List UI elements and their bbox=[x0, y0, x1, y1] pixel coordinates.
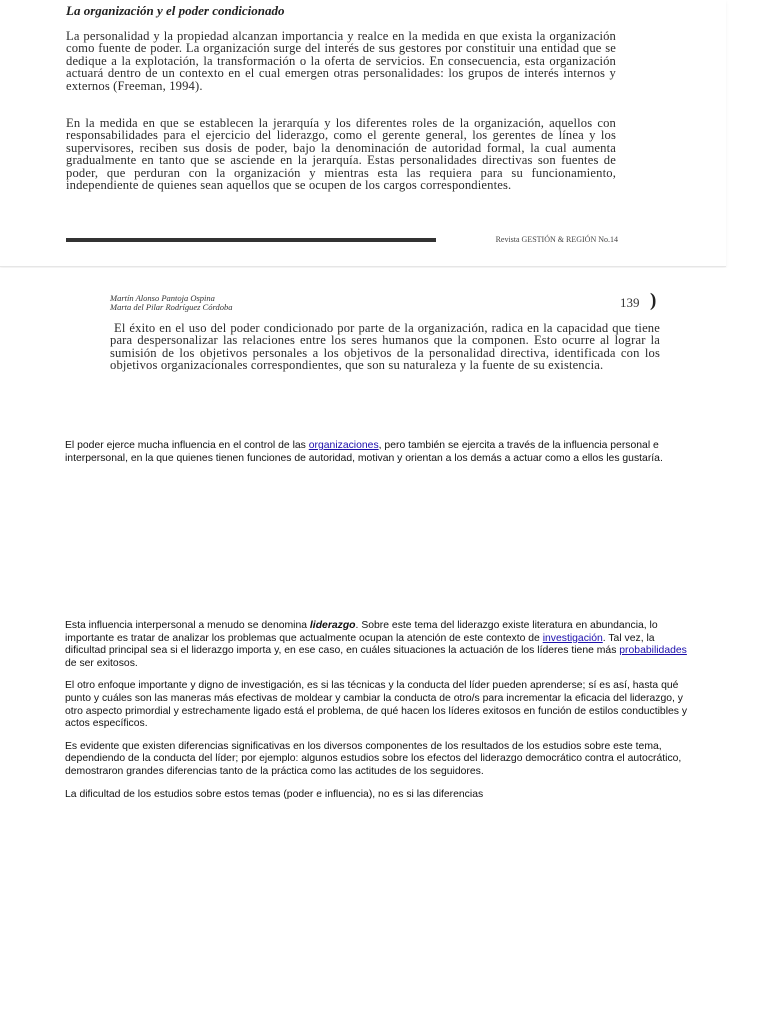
author-name: Marta del Pilar Rodríguez Córdoba bbox=[110, 302, 233, 312]
author-name: Martín Alonso Pantoja Ospina bbox=[110, 293, 215, 303]
link-probabilidades[interactable]: probabilidades bbox=[619, 645, 687, 657]
body-text-block bbox=[65, 620, 697, 811]
journal-footer: Revista GESTIÓN & REGIÓN No.14 bbox=[495, 235, 618, 244]
page-number: 139 bbox=[620, 295, 640, 310]
text: El poder ejerce mucha influencia en el control de las bbox=[65, 440, 309, 451]
body-paragraph-4: Es evidente que existen diferencias significativas en los diversos componentes de los resultados de los estudios sobre este tema, dependiendo de la conducta del líder; por ejemplo: algunos estudios sobre los efectos del liderazgo democrático contra el autocrático, demostraron grandes diferencias tanto de la práctica como las actitudes de los seguidores. bbox=[65, 740, 682, 777]
text: de ser exitosos. bbox=[65, 657, 138, 669]
authors-header bbox=[110, 294, 232, 312]
scan-paragraph-3: El éxito en el uso del poder condicionado por parte de la organización, radica en la capacidad que tiene para despersonalizar las relaciones entre los seres humanos que la componen. Esto ocurre al lograr la sumisión de los objetivos personales a los objetivos de la personalidad directiva, identificada con los objetivos organizacionales correspondientes, que son su naturaleza y la fuente de su existencia. bbox=[110, 321, 660, 373]
scanned-page-top bbox=[0, 0, 726, 267]
emphasis-liderazgo: liderazgo bbox=[309, 620, 356, 631]
page-number-bracket: ) bbox=[650, 290, 657, 311]
link-organizaciones[interactable]: organizaciones bbox=[308, 440, 379, 451]
scan-paragraph-1: La personalidad y la propiedad alcanzan importancia y realce en la medida en que exista la organización como fuente de poder. La organización surge del interés de sus gestores por constituir una entidad que se dedique a la explotación, la transformación o la oferta de servicios. En consecuencia, esta organización actuará dentro de un contexto en el cual emergen otras personalidades: los grupos de interés internos y externos (Freeman, 1994). bbox=[66, 29, 616, 93]
scan-paragraph-2: En la medida en que se establecen la jerarquía y los diferentes roles de la organización, aquellos con responsabilidades para el ejercicio del liderazgo, como el gerente general, los gerentes de línea y los supervisores, reciben sus dosis de poder, bajo la denominación de autoridad formal, la cual aumenta gradualmente en tanto que se asciende en la jerarquía. Estas personalidades directivas son fuentes de poder, que perduran con la organización y mientras esta las requiera para su funcionamiento, independiente de quienes sean aquellos que se ocupen de los cargos correspondientes. bbox=[66, 116, 616, 193]
scanned-page-middle bbox=[0, 268, 768, 418]
text: , pero también se ejercita a través de la influencia personal e interpersonal, en la que quienes tienen funciones de autoridad, motivan y orientan a los demás a actuar como a ellos les gustaría. bbox=[65, 440, 663, 464]
body-paragraph-1 bbox=[65, 440, 697, 465]
body-paragraph-3: El otro enfoque importante y digno de investigación, es si las técnicas y la conducta del líder pueden aprenderse; sí es así, hasta qué punto y cuáles son las maneras más efectivas de moldear y cambiar la conducta de otro/s para incrementar la eficacia del liderazgo, y otro aspecto primordial y estrechamente ligado está el problema, de qué hacen los líderes exitosos en función de estilos conductibles y actos específicos. bbox=[65, 680, 688, 730]
body-paragraph-2 bbox=[65, 620, 697, 670]
section-title: La organización y el poder condicionado bbox=[66, 3, 285, 18]
text: . Sobre este tema del liderazgo existe literatura en abundancia, lo importante es tratar de analizar los problemas que actualmente ocupan la atención de este contexto de bbox=[65, 620, 658, 644]
body-paragraph-5: La dificultad de los estudios sobre estos temas (poder e influencia), no es si las diferencias bbox=[65, 788, 484, 800]
link-investigacion[interactable]: investigación bbox=[542, 632, 603, 644]
text: Esta influencia interpersonal a menudo se denomina bbox=[65, 620, 310, 631]
text: . Tal vez, la dificultad principal sea si el liderazgo importa y, en ese caso, en cuáles situaciones la actuación de los líderes tiene más bbox=[65, 632, 655, 657]
footer-rule bbox=[66, 238, 436, 242]
